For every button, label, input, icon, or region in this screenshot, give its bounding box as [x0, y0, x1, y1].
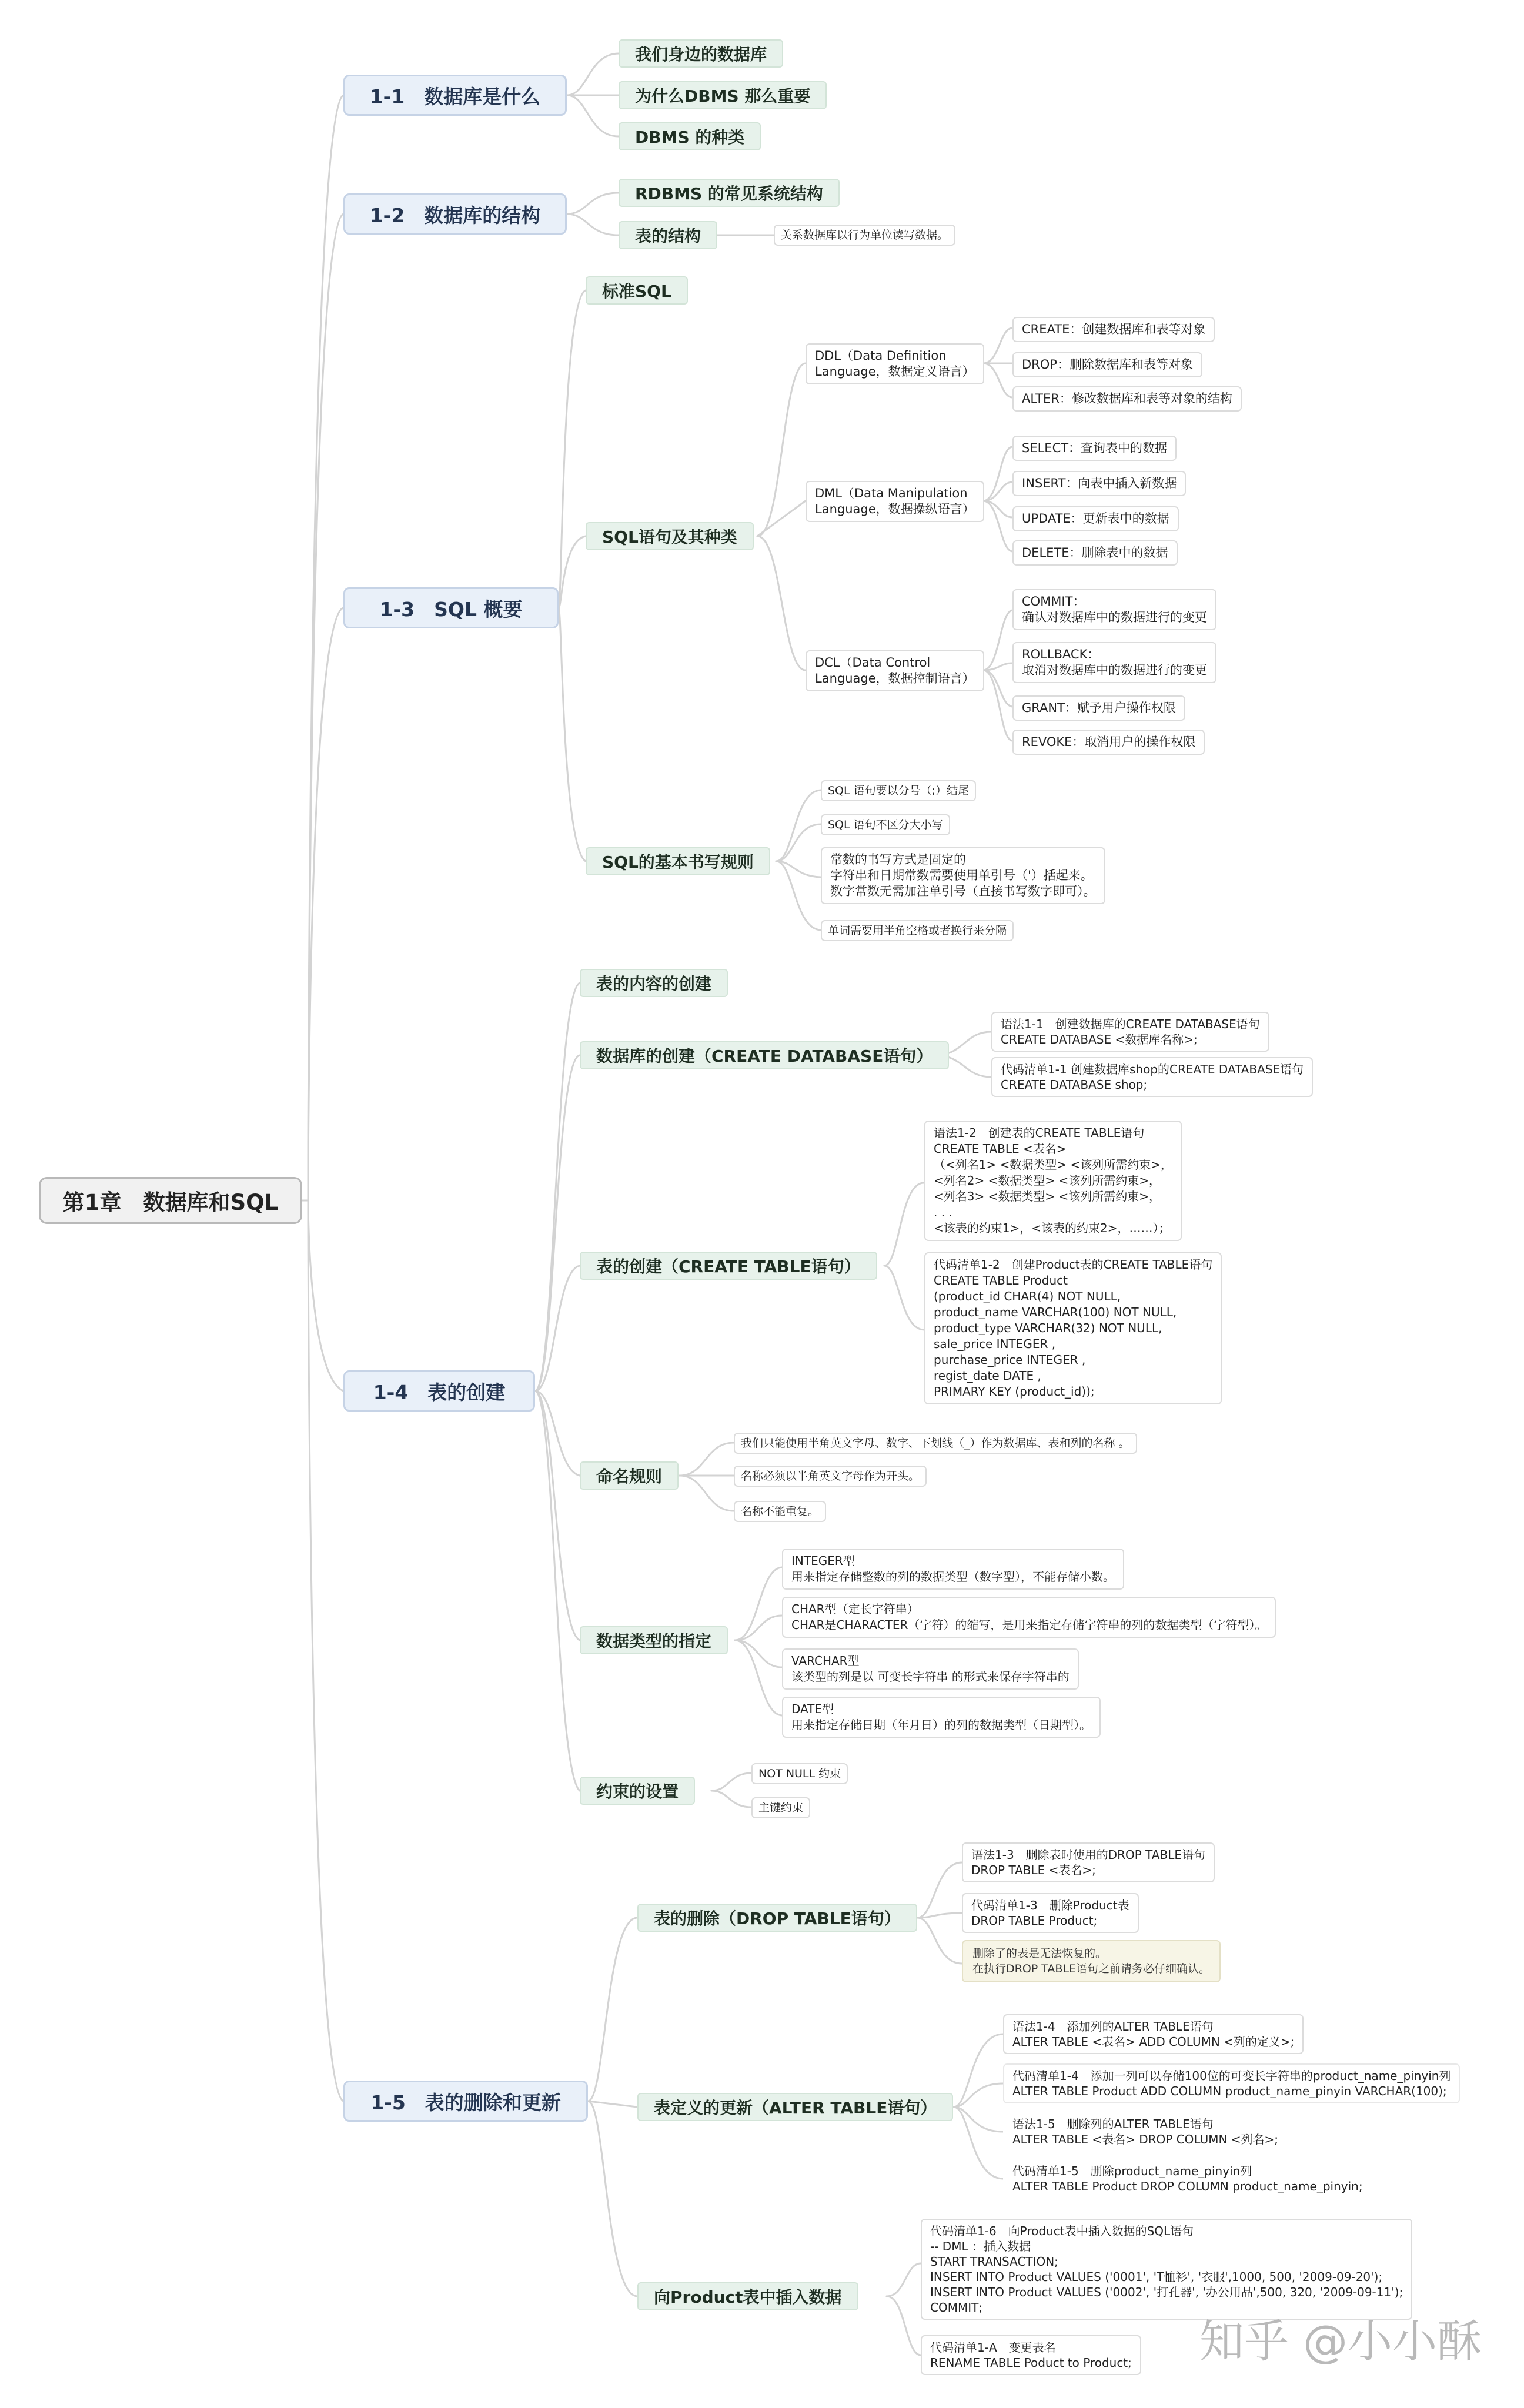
- topic-sql-writing-rules[interactable]: SQL的基本书写规则: [586, 847, 770, 875]
- constraint-not-null[interactable]: NOT NULL 约束: [751, 1763, 848, 1784]
- syntax-1-2[interactable]: 语法1-2 创建表的CREATE TABLE语句 CREATE TABLE <表名> （<列名1> <数据类型> <该列所需约束>， <列名2> <数据类型> <该列所需约束>， <列名3> <数据类型> <该列所需约束>， . . . <该表的约束1>，<该表的约束2>，……）；: [924, 1121, 1182, 1241]
- type-date[interactable]: DATE型 用来指定存储日期（年月日）的列的数据类型（日期型）。: [782, 1697, 1101, 1738]
- drop-warning-note[interactable]: 删除了的表是无法恢复的。 在执行DROP TABLE语句之前请务必仔细确认。: [962, 1940, 1221, 1982]
- rule-whitespace[interactable]: 单词需要用半角空格或者换行来分隔: [821, 920, 1014, 941]
- topic-insert-data[interactable]: 向Product表中插入数据: [637, 2282, 858, 2310]
- dcl-rollback[interactable]: ROLLBACK： 取消对数据库中的数据进行的变更: [1012, 642, 1216, 683]
- topic-create-table[interactable]: 表的创建（CREATE TABLE语句）: [580, 1252, 877, 1280]
- topic-alter-table[interactable]: 表定义的更新（ALTER TABLE语句）: [637, 2093, 953, 2121]
- code-1-4[interactable]: 代码清单1-4 添加一列可以存储100位的可变长字符串的product_name_pinyin列 ALTER TABLE Product ADD COLUMN product_name_pinyin VARCHAR(100);: [1003, 2063, 1460, 2103]
- dcl-grant[interactable]: GRANT：赋予用户操作权限: [1012, 695, 1185, 721]
- topic-standard-sql[interactable]: 标准SQL: [586, 276, 688, 305]
- dml-delete[interactable]: DELETE：删除表中的数据: [1012, 540, 1178, 566]
- topic-drop-table[interactable]: 表的删除（DROP TABLE语句）: [637, 1904, 917, 1932]
- dcl-node[interactable]: DCL（Data Control Language，数据控制语言）: [806, 650, 984, 691]
- ddl-create[interactable]: CREATE：创建数据库和表等对象: [1012, 317, 1215, 342]
- syntax-1-5[interactable]: 语法1-5 删除列的ALTER TABLE语句 ALTER TABLE <表名> DROP COLUMN <列名>;: [1003, 2112, 1288, 2152]
- naming-unique[interactable]: 名称不能重复。: [734, 1501, 826, 1522]
- ddl-drop[interactable]: DROP：删除数据库和表等对象: [1012, 352, 1202, 377]
- note-row-based[interactable]: 关系数据库以行为单位读写数据。: [774, 225, 955, 246]
- topic-naming-rules[interactable]: 命名规则: [580, 1461, 679, 1490]
- rule-semicolon[interactable]: SQL 语句要以分号（;）结尾: [821, 780, 976, 801]
- dml-update[interactable]: UPDATE：更新表中的数据: [1012, 506, 1179, 531]
- code-1-1[interactable]: 代码清单1-1 创建数据库shop的CREATE DATABASE语句 CREATE DATABASE shop;: [991, 1057, 1313, 1097]
- code-1-6[interactable]: 代码清单1-6 向Product表中插入数据的SQL语句 -- DML ：插入数据 START TRANSACTION; INSERT INTO Product VALUES ('0001', 'T恤衫', '衣服',1000, 500, '2009-09-20'); INSERT INTO Product VALUES ('0002', '打孔器', '办公用品',500, 320, '2009-09-11'); COMMIT;: [921, 2219, 1412, 2320]
- type-integer[interactable]: INTEGER型 用来指定存储整数的列的数据类型（数字型），不能存储小数。: [782, 1549, 1124, 1590]
- rule-constants[interactable]: 常数的书写方式是固定的 字符串和日期常数需要使用单引号（'）括起来。 数字常数无需加注单引号（直接书写数字即可）。: [821, 847, 1105, 904]
- section-1-2[interactable]: 1-2 数据库的结构: [343, 193, 567, 235]
- code-1-2[interactable]: 代码清单1-2 创建Product表的CREATE TABLE语句 CREATE TABLE Product (product_id CHAR(4) NOT NULL, product_name VARCHAR(100) NOT NULL, product_type VARCHAR(32) NOT NULL, sale_price INTEGER , purchase_price INTEGER , regist_date DATE , PRIMARY KEY (product_id));: [924, 1252, 1222, 1404]
- ddl-node[interactable]: DDL（Data Definition Language，数据定义语言）: [806, 343, 984, 384]
- topic-table-content[interactable]: 表的内容的创建: [580, 969, 728, 997]
- topic-databases-around-us[interactable]: 我们身边的数据库: [619, 39, 783, 68]
- topic-rdbms-structure[interactable]: RDBMS 的常见系统结构: [619, 179, 840, 207]
- topic-create-database[interactable]: 数据库的创建（CREATE DATABASE语句）: [580, 1041, 949, 1069]
- type-varchar[interactable]: VARCHAR型 该类型的列是以 可变长字符串 的形式来保存字符串的: [782, 1648, 1079, 1690]
- section-1-1[interactable]: 1-1 数据库是什么: [343, 75, 567, 116]
- topic-sql-kinds[interactable]: SQL语句及其种类: [586, 522, 754, 550]
- topic-dbms-types[interactable]: DBMS 的种类: [619, 122, 761, 150]
- dml-node[interactable]: DML（Data Manipulation Language，数据操纵语言）: [806, 481, 984, 522]
- topic-why-dbms[interactable]: 为什么DBMS 那么重要: [619, 81, 827, 109]
- type-char[interactable]: CHAR型（定长字符串） CHAR是CHARACTER（字符）的缩写，是用来指定存储字符串的列的数据类型（字符型）。: [782, 1597, 1276, 1638]
- naming-chars[interactable]: 我们只能使用半角英文字母、数字、下划线（_）作为数据库、表和列的名称 。: [734, 1433, 1137, 1454]
- syntax-1-4[interactable]: 语法1-4 添加列的ALTER TABLE语句 ALTER TABLE <表名> ADD COLUMN <列的定义>;: [1003, 2014, 1304, 2054]
- dcl-revoke[interactable]: REVOKE：取消用户的操作权限: [1012, 730, 1205, 755]
- syntax-1-1[interactable]: 语法1-1 创建数据库的CREATE DATABASE语句 CREATE DATABASE <数据库名称>;: [991, 1012, 1269, 1052]
- rule-case-insensitive[interactable]: SQL 语句不区分大小写: [821, 814, 950, 835]
- code-1-5[interactable]: 代码清单1-5 删除product_name_pinyin列 ALTER TABLE Product DROP COLUMN product_name_pinyin;: [1003, 2159, 1372, 2199]
- dml-select[interactable]: SELECT：查询表中的数据: [1012, 436, 1177, 461]
- section-1-4[interactable]: 1-4 表的创建: [343, 1370, 535, 1412]
- dml-insert[interactable]: INSERT：向表中插入新数据: [1012, 471, 1186, 496]
- root-topic[interactable]: 第1章 数据库和SQL: [39, 1177, 302, 1224]
- topic-constraints[interactable]: 约束的设置: [580, 1777, 695, 1805]
- section-1-3[interactable]: 1-3 SQL 概要: [343, 587, 559, 628]
- code-1-3[interactable]: 代码清单1-3 删除Product表 DROP TABLE Product;: [962, 1893, 1139, 1933]
- topic-table-structure[interactable]: 表的结构: [619, 221, 717, 249]
- naming-start[interactable]: 名称必须以半角英文字母作为开头。: [734, 1466, 927, 1487]
- code-1-a[interactable]: 代码清单1-A 变更表名 RENAME TABLE Poduct to Product;: [921, 2335, 1141, 2375]
- dcl-commit[interactable]: COMMIT： 确认对数据库中的数据进行的变更: [1012, 589, 1216, 630]
- section-1-5[interactable]: 1-5 表的删除和更新: [343, 2081, 588, 2122]
- constraint-primary-key[interactable]: 主键约束: [751, 1797, 810, 1818]
- ddl-alter[interactable]: ALTER：修改数据库和表等对象的结构: [1012, 386, 1242, 412]
- watermark: 知乎 @小小酥: [1199, 2315, 1482, 2367]
- topic-data-types[interactable]: 数据类型的指定: [580, 1626, 728, 1654]
- syntax-1-3[interactable]: 语法1-3 删除表时使用的DROP TABLE语句 DROP TABLE <表名>;: [962, 1842, 1215, 1882]
